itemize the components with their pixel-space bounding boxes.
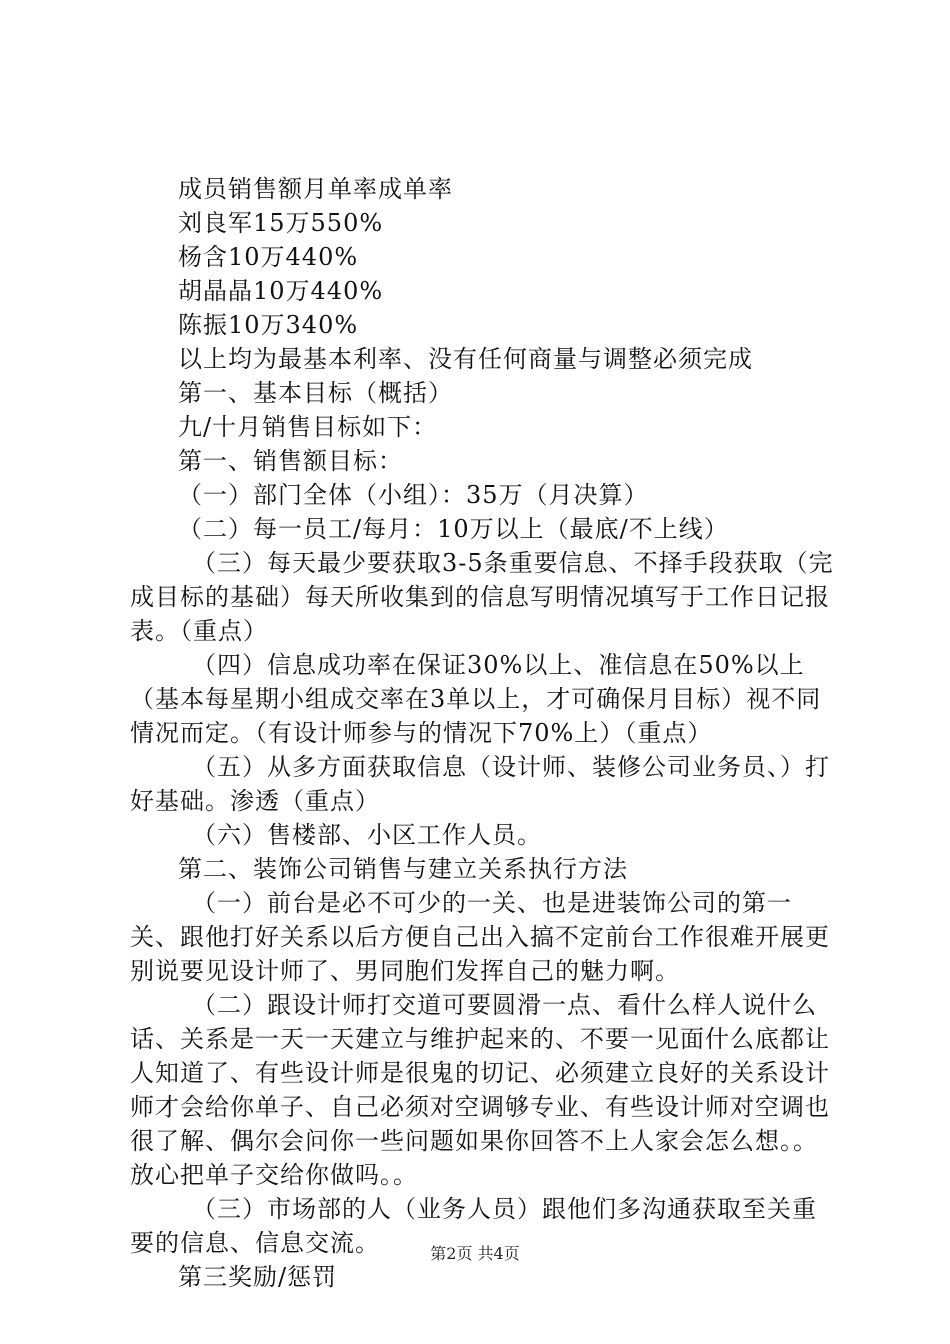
paragraph: （四）信息成功率在保证30%以上、准信息在50%以上（基本每星期小组成交率在3单以上，才可确保月目标）视不同情况而定。（有设计师参与的情况下70%上）（重点）: [130, 651, 822, 747]
paragraph: 胡晶晶10万440%: [178, 277, 384, 305]
paragraph: （二）每一员工/每月：10万以上（最底/不上线）: [178, 515, 729, 543]
paragraph: （三）市场部的人（业务人员）跟他们多沟通获取至关重要的信息、信息交流。: [130, 1195, 817, 1257]
page-footer: [0, 1243, 950, 1265]
paragraph: （五）从多方面获取信息（设计师、装修公司业务员、）打好基础。渗透（重点）: [130, 753, 830, 815]
paragraph: 刘良军15万550%: [178, 209, 384, 237]
paragraph: 第一、销售额目标：: [178, 447, 403, 475]
page-number-label: 第2页 共4页: [430, 1244, 520, 1263]
paragraph: 第一、基本目标（概括）: [178, 379, 453, 407]
paragraph: 第三奖励/惩罚: [178, 1263, 338, 1291]
paragraph: 以上均为最基本利率、没有任何商量与调整必须完成: [178, 345, 753, 373]
paragraph: （六）售楼部、小区工作人员。: [192, 821, 542, 849]
paragraph: 杨含10万440%: [178, 243, 359, 271]
paragraph: （二）跟设计师打交道可要圆滑一点、看什么样人说什么话、关系是一天一天建立与维护起来的、不要一见面什么底都让人知道了、有些设计师是很鬼的切记、必须建立良好的关系设计师才会给你单子、自己必须对空调够专业、有些设计师对空调也很了解、偶尔会问你一些问题如果你回答不上人家会怎么想。。放心把单子交给你做吗。。: [130, 991, 830, 1189]
paragraph: 九/十月销售目标如下：: [178, 413, 438, 441]
document-body: [130, 172, 840, 1294]
paragraph: 第二、装饰公司销售与建立关系执行方法: [178, 855, 628, 883]
paragraph: 成员销售额月单率成单率: [178, 175, 453, 203]
paragraph: （一）前台是必不可少的一关、也是进装饰公司的第一关、跟他打好关系以后方便自己出入搞不定前台工作很难开展更别说要见设计师了、男同胞们发挥自己的魅力啊。: [130, 889, 830, 985]
paragraph: 陈振10万340%: [178, 311, 359, 339]
paragraph: （三）每天最少要获取3-5条重要信息、不择手段获取（完成目标的基础）每天所收集到的信息写明情况填写于工作日记报表。（重点）: [130, 549, 834, 645]
paragraph: （一）部门全体（小组）：35万（月决算）: [178, 481, 649, 509]
